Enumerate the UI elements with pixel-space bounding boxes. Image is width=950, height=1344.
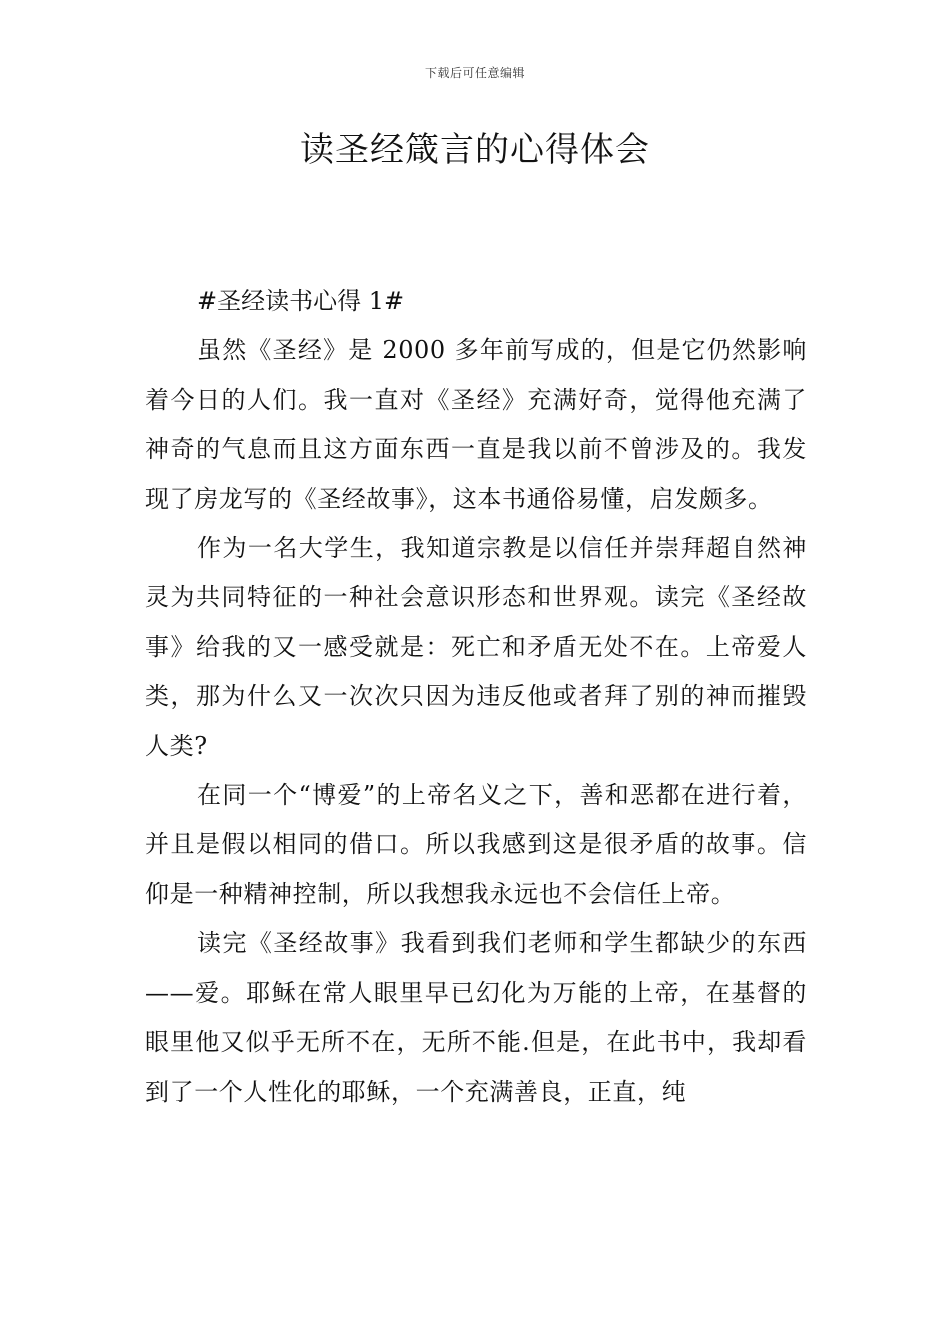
section-heading: #圣经读书心得 1#: [197, 287, 405, 315]
paragraph-4: 读完《圣经故事》我看到我们老师和学生都缺少的东西——爱。耶稣在常人眼里早已幻化为万能的上帝，在基督的眼里他又似乎无所不在，无所不能.但是，在此书中，我却看到了一个人性化的耶稣，一个充满善良，正直，纯: [145, 929, 807, 1106]
paragraph-2: 作为一名大学生，我知道宗教是以信任并崇拜超自然神灵为共同特征的一种社会意识形态和世界观。读完《圣经故事》给我的又一感受就是：死亡和矛盾无处不在。上帝爱人类，那为什么又一次次只因为违反他或者拜了别的神而摧毁人类?: [145, 534, 807, 760]
paragraph-3: 在同一个“博爱”的上帝名义之下，善和恶都在进行着，并且是假以相同的借口。所以我感到这是很矛盾的故事。信仰是一种精神控制，所以我想我永远也不会信任上帝。: [145, 781, 807, 908]
paragraph-1: 虽然《圣经》是 2000 多年前写成的，但是它仍然影响着今日的人们。我一直对《圣经》充满好奇，觉得他充满了神奇的气息而且这方面东西一直是我以前不曾涉及的。我发现了房龙写的《圣经故事》，这本书通俗易懂，启发颇多。: [145, 336, 807, 513]
document-title: 读圣经箴言的心得体会: [300, 130, 650, 170]
header-note: 下载后可任意编辑: [424, 66, 525, 80]
document-body: [145, 277, 807, 1117]
